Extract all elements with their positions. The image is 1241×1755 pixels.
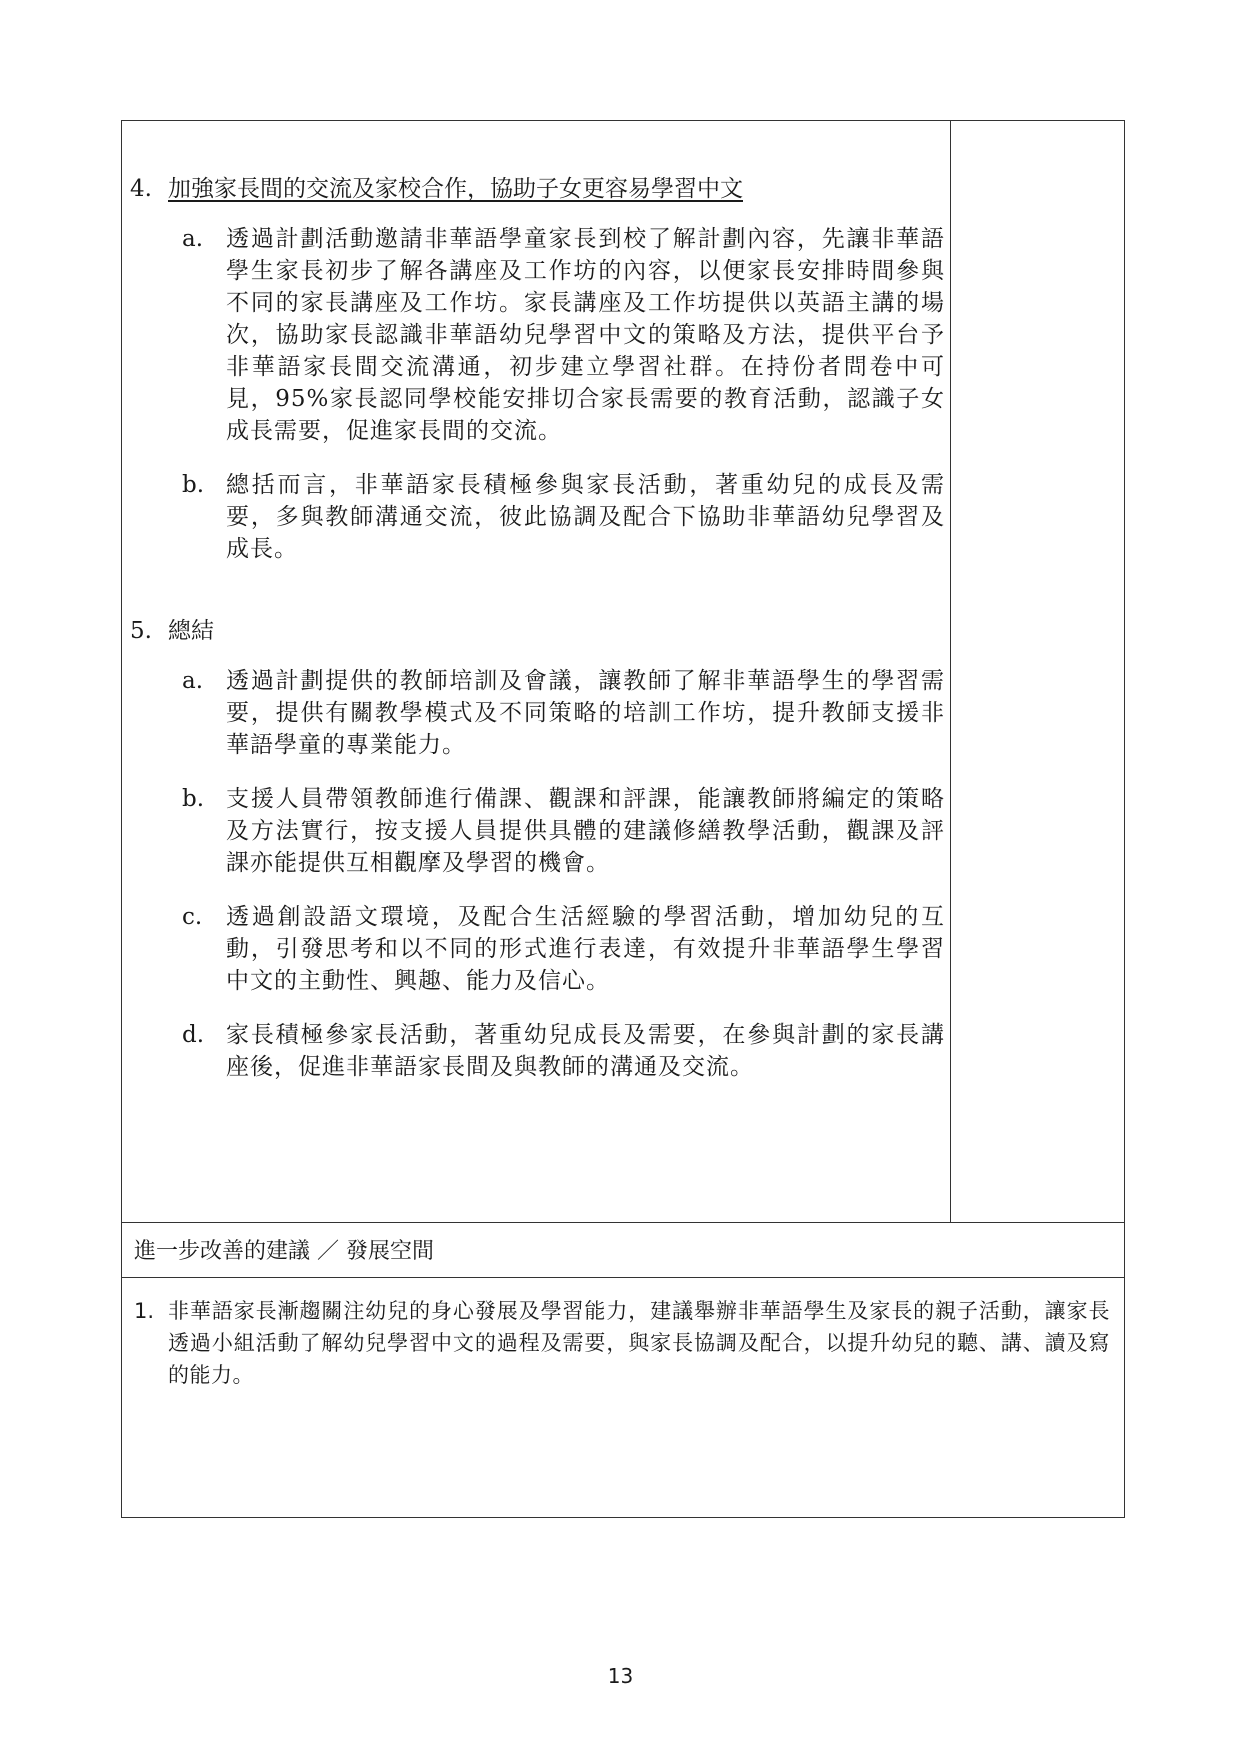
list-item — [182, 901, 945, 997]
item-letter: b. — [182, 472, 205, 498]
item-letter: a. — [182, 226, 204, 252]
item-letter: a. — [182, 668, 204, 694]
section-heading — [130, 173, 945, 205]
page-number: 13 — [607, 1664, 634, 1688]
item-text: 透過創設語文環境，及配合生活經驗的學習活動，增加幼兒的互動，引發思考和以不同的形式進行表達，有效提升非華語學生學習中文的主動性、興趣、能力及信心。 — [226, 904, 945, 994]
report-table — [121, 120, 1125, 1518]
improvement-section — [122, 1279, 1124, 1517]
section-number: 5. — [130, 618, 152, 644]
list-item — [182, 783, 945, 879]
section-number: 4. — [130, 176, 152, 202]
section-4 — [130, 173, 945, 565]
item-number: 1. — [134, 1299, 155, 1323]
findings-section — [122, 121, 1124, 1223]
item-text: 總括而言，非華語家長積極參與家長活動，著重幼兒的成長及需要，多與教師溝通交流，彼此協調及配合下協助非華語幼兒學習及成長。 — [226, 472, 945, 562]
item-text: 透過計劃提供的教師培訓及會議，讓教師了解非華語學生的學習需要，提供有關教學模式及不同策略的培訓工作坊，提升教師支援非華語學童的專業能力。 — [226, 668, 945, 758]
list-item — [182, 1019, 945, 1083]
item-text: 非華語家長漸趨關注幼兒的身心發展及學習能力，建議舉辦非華語學生及家長的親子活動，讓家長透過小組活動了解幼兒學習中文的過程及需要，與家長協調及配合，以提升幼兒的聽、講、讀及寫的能力。 — [168, 1299, 1110, 1387]
item-letter: b. — [182, 786, 205, 812]
right-column-divider — [950, 121, 951, 1222]
item-text: 家長積極參家長活動，著重幼兒成長及需要，在參與計劃的家長講座後，促進非華語家長間及與教師的溝通及交流。 — [226, 1022, 945, 1080]
list-item — [182, 223, 945, 447]
list-item — [182, 469, 945, 565]
list-item — [182, 665, 945, 761]
list-item — [134, 1295, 1110, 1391]
item-letter: d. — [182, 1022, 205, 1048]
item-letter: c. — [182, 904, 203, 930]
section-heading — [130, 615, 945, 647]
improvement-heading: 進一步改善的建議 ／ 發展空間 — [122, 1222, 1124, 1278]
section-5 — [130, 615, 945, 1083]
item-text: 透過計劃活動邀請非華語學童家長到校了解計劃內容，先讓非華語學生家長初步了解各講座及工作坊的內容，以便家長安排時間參與不同的家長講座及工作坊。家長講座及工作坊提供以英語主講的場次，協助家長認識非華語幼兒學習中文的策略及方法，提供平台予非華語家長間交流溝通，初步建立學習社群。在持份者問卷中可見，95%家長認同學校能安排切合家長需要的教育活動，認識子女成長需要，促進家長間的交流。 — [226, 226, 945, 444]
section-title: 總結 — [168, 618, 214, 644]
section-title: 加強家長間的交流及家校合作，協助子女更容易學習中文 — [168, 176, 743, 202]
findings-content — [130, 173, 945, 1105]
item-text: 支援人員帶領教師進行備課、觀課和評課，能讓教師將編定的策略及方法實行，按支援人員提供具體的建議修繕教學活動，觀課及評課亦能提供互相觀摩及學習的機會。 — [226, 786, 945, 876]
